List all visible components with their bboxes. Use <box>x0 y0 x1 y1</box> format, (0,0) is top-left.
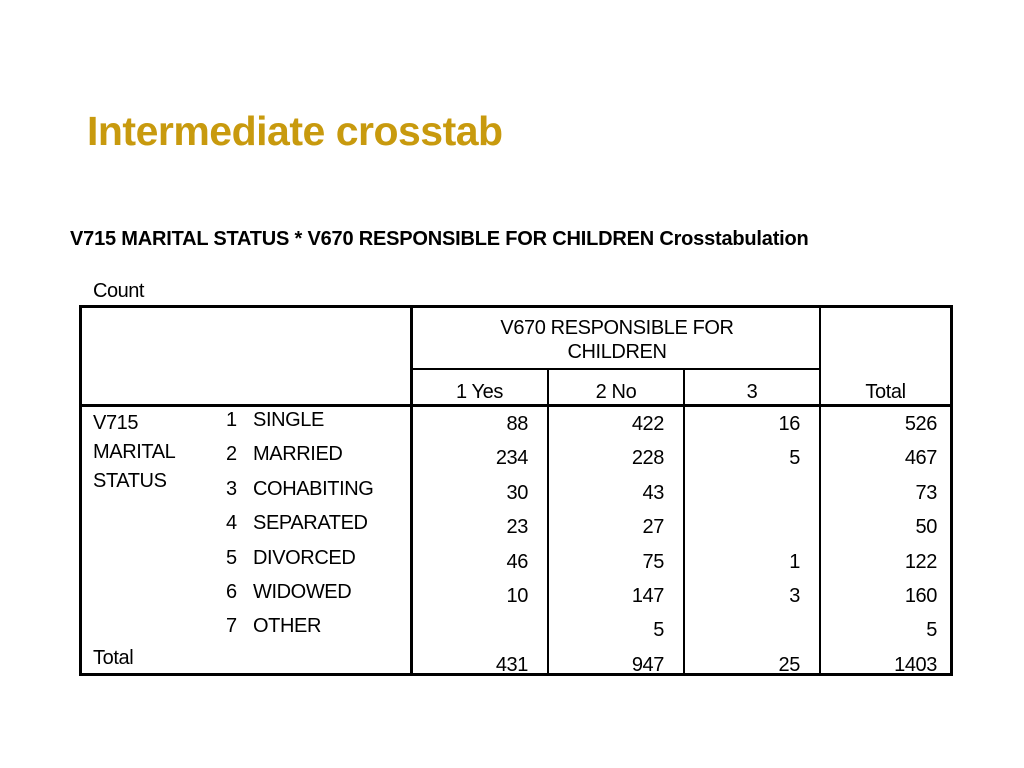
row-code: 3 <box>226 477 237 500</box>
row-total: 73 <box>915 481 937 504</box>
row-code: 6 <box>226 581 237 603</box>
cell-value: 3 <box>789 585 800 607</box>
row-label: SINGLE <box>253 409 324 431</box>
cell-value: 947 <box>631 653 664 676</box>
column-header-no: 2 No <box>595 381 637 403</box>
cell-value: 43 <box>642 481 664 504</box>
row-total: 50 <box>915 516 937 539</box>
cell-value: 27 <box>642 516 664 539</box>
column-header-yes: 1 Yes <box>456 381 503 403</box>
count-label: Count <box>93 280 144 302</box>
column-group-header: V670 RESPONSIBLE FOR CHILDREN <box>500 317 734 363</box>
cell-value: 30 <box>506 481 528 504</box>
cell-value: 16 <box>778 413 800 435</box>
cell-value: 25 <box>778 653 800 676</box>
cell-value: 88 <box>506 413 528 435</box>
row-code: 7 <box>226 615 237 638</box>
cell-value: 46 <box>506 550 528 573</box>
row-code: 1 <box>226 409 237 431</box>
row-label: MARRIED <box>253 443 343 466</box>
group-header-underline <box>410 368 819 370</box>
row-label: DIVORCED <box>253 546 356 569</box>
slide-title: Intermediate crosstab <box>87 108 503 154</box>
cell-value: 10 <box>506 585 528 607</box>
cell-value: 234 <box>495 447 528 470</box>
row-total: 1403 <box>894 653 937 676</box>
row-label: SEPARATED <box>253 512 368 535</box>
cell-value: 228 <box>631 447 664 470</box>
row-total: 467 <box>904 447 937 470</box>
row-total: 526 <box>904 413 937 435</box>
cell-value: 147 <box>631 585 664 607</box>
column-header-total: Total <box>865 381 906 403</box>
row-label: WIDOWED <box>253 581 352 603</box>
row-code: 2 <box>226 443 237 466</box>
cell-value: 75 <box>642 550 664 573</box>
row-label: COHABITING <box>253 477 374 500</box>
cell-value: 422 <box>631 413 664 435</box>
row-total: 160 <box>904 585 937 607</box>
table-caption: V715 MARITAL STATUS * V670 RESPONSIBLE FOR CHILDREN Crosstabulation <box>70 228 809 250</box>
row-label: OTHER <box>253 615 322 638</box>
total-row-label: Total <box>93 646 134 669</box>
row-code: 5 <box>226 546 237 569</box>
cell-value: 5 <box>653 619 664 642</box>
crosstab-table <box>79 305 953 676</box>
row-total: 5 <box>926 619 937 642</box>
row-code: 4 <box>226 512 237 535</box>
cell-value: 431 <box>495 653 528 676</box>
cell-value: 23 <box>506 516 528 539</box>
cell-value: 1 <box>789 550 800 573</box>
cell-value: 5 <box>789 447 800 470</box>
row-variable-label: V715 MARITAL STATUS <box>93 412 175 492</box>
header-bottom-rule <box>82 404 950 407</box>
row-total: 122 <box>904 550 937 573</box>
column-header-3: 3 <box>746 381 758 403</box>
